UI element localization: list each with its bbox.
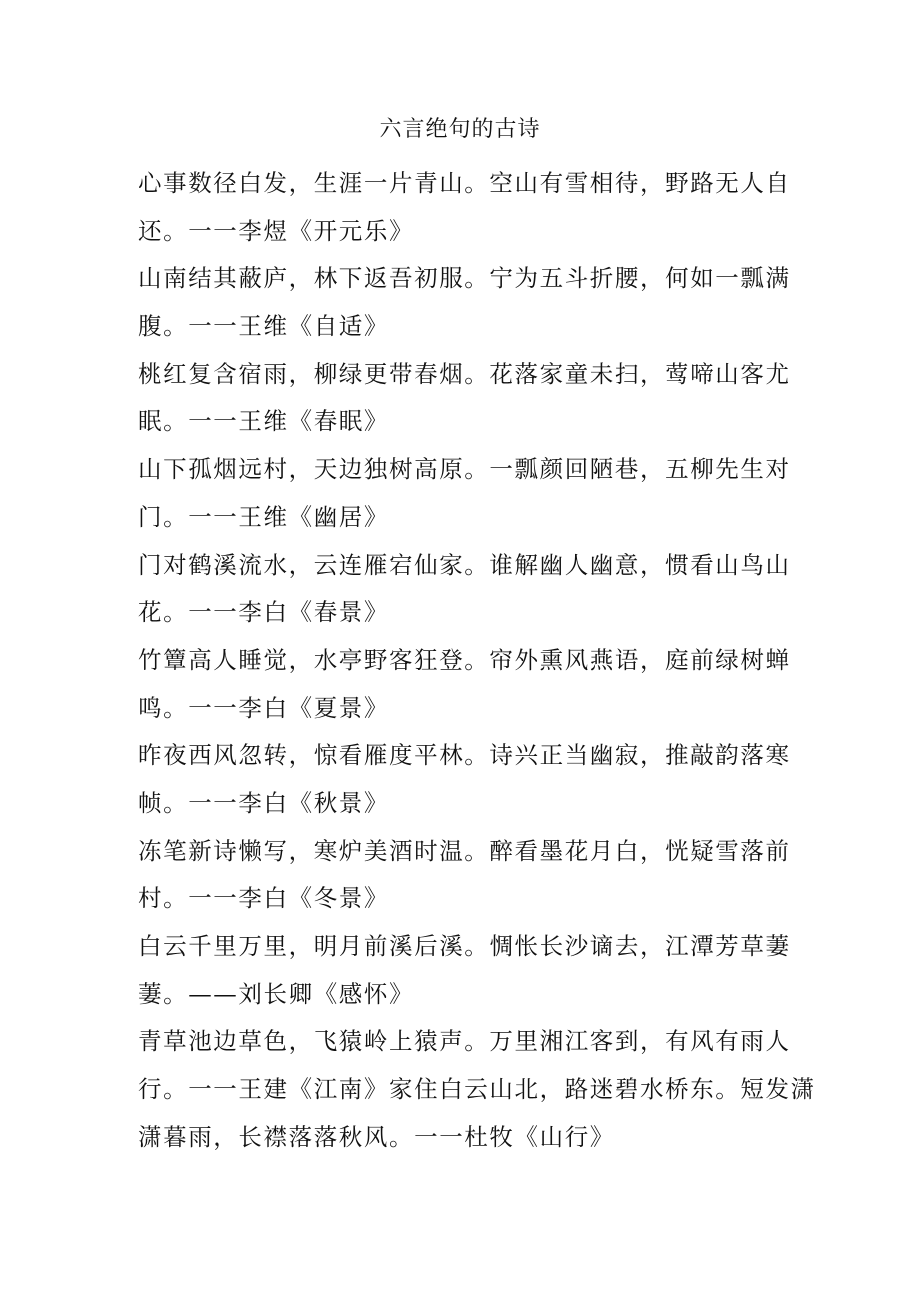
document-body (138, 160, 816, 1161)
text-line: 冻笔新诗懒写，寒炉美酒时温。醉看墨花月白，恍疑雪落前 (138, 836, 791, 865)
text-line: 桃红复含宿雨，柳绿更带春烟。花落家童未扫，莺啼山客尤 (138, 359, 791, 388)
text-line: 村。一一李白《冬景》 (138, 884, 389, 913)
text-line: 心事数径白发，生涯一片青山。空山有雪相待，野路无人自 (138, 169, 791, 197)
text-line: 帧。一一李白《秋景》 (138, 788, 389, 817)
text-line: 鸣。一一李白《夏景》 (138, 693, 389, 722)
text-line: 行。一一王建《江南》家住白云山北，路迷碧水桥东。短发潇 (138, 1075, 816, 1104)
text-line: 花。一一李白《春景》 (138, 598, 389, 627)
text-line: 还。一一李煜《开元乐》 (138, 216, 415, 245)
text-line: 山下孤烟远村，天边独树高原。一瓢颜回陋巷，五柳先生对 (138, 455, 791, 484)
text-line: 门对鹤溪流水，云连雁宕仙家。谁解幽人幽意，惯看山鸟山 (138, 550, 791, 579)
text-line: 竹簟高人睡觉，水亭野客狂登。帘外熏风燕语，庭前绿树蝉 (138, 645, 791, 674)
text-line: 昨夜西风忽转，惊看雁度平林。诗兴正当幽寂，推敲韵落寒 (138, 741, 791, 770)
text-line: 门。一一王维《幽居》 (138, 502, 389, 531)
text-line: 白云千里万里，明月前溪后溪。惆怅长沙谪去，江潭芳草萋 (138, 932, 791, 960)
text-line: 潇暮雨，长襟落落秋风。一一杜牧《山行》 (138, 1122, 615, 1151)
text-line: 腹。一一王维《自适》 (138, 312, 389, 341)
text-line: 山南结其蔽庐，林下返吾初服。宁为五斗折腰，何如一瓢满 (138, 264, 791, 293)
text-line: 青草池边草色，飞猿岭上猿声。万里湘江客到，有风有雨人 (138, 1027, 791, 1056)
text-line: 萋。——刘长卿《感怀》 (138, 979, 415, 1008)
text-line: 眠。一一王维《春眠》 (138, 407, 389, 436)
document-title: 六言绝句的古诗 (379, 117, 541, 142)
